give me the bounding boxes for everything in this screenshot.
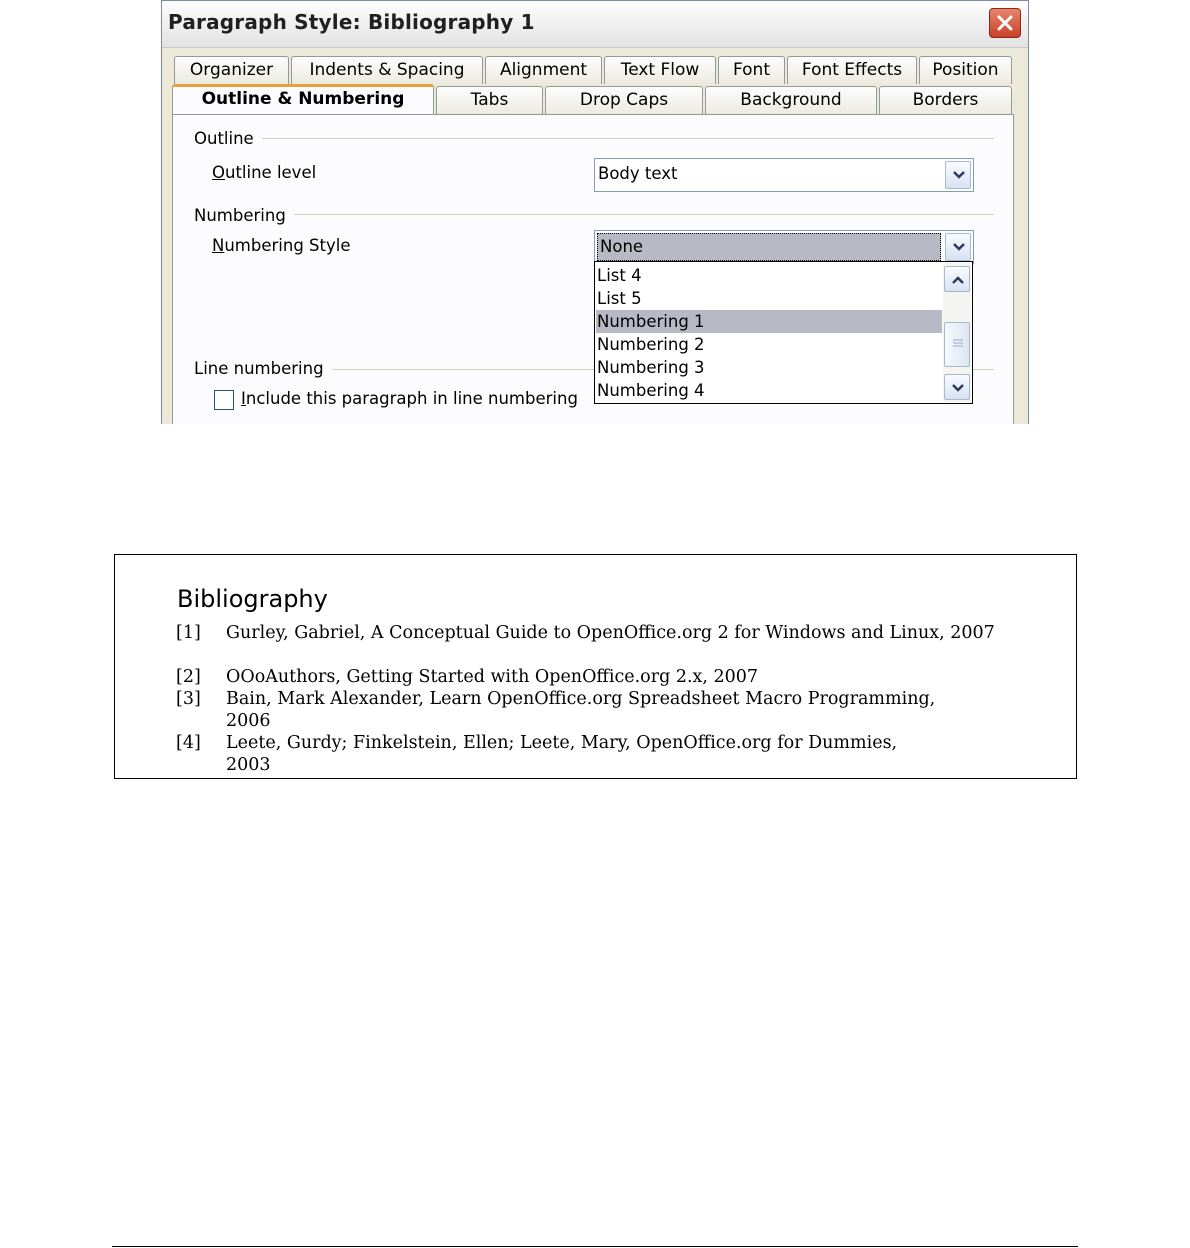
- entry-number: [3]: [176, 689, 201, 709]
- numbering-group-divider: [194, 214, 994, 215]
- close-button[interactable]: [989, 8, 1021, 38]
- chevron-down-icon: [952, 170, 966, 180]
- tab-borders[interactable]: Borders: [879, 86, 1012, 114]
- line-numbering-group-label: Line numbering: [194, 359, 332, 378]
- outline-group-label: Outline: [194, 129, 262, 148]
- scroll-down-button[interactable]: [944, 374, 970, 400]
- entry-number: [2]: [176, 667, 201, 687]
- line-numbering-checkbox-label[interactable]: Include this paragraph in line numbering: [241, 389, 578, 408]
- bibliography-heading: Bibliography: [177, 585, 328, 613]
- chevron-down-icon: [952, 242, 966, 252]
- numbering-style-value: None: [597, 233, 941, 261]
- line-numbering-checkbox[interactable]: [214, 390, 234, 410]
- tab-font-effects[interactable]: Font Effects: [787, 56, 917, 84]
- outline-group-divider: [194, 138, 994, 139]
- list-option-numbering-4[interactable]: Numbering 4: [597, 381, 705, 400]
- entry-text: Gurley, Gabriel, A Conceptual Guide to OpenOffice.org 2 for Windows and Linux, 2007: [226, 623, 995, 643]
- numbering-style-label: Numbering Style: [212, 236, 351, 255]
- entry-text: OOoAuthors, Getting Started with OpenOffice.org 2.x, 2007: [226, 667, 759, 687]
- tab-outline-numbering[interactable]: Outline & Numbering: [172, 84, 434, 114]
- tab-font[interactable]: Font: [718, 56, 785, 84]
- entry-number: [4]: [176, 733, 201, 753]
- list-option-list-5[interactable]: List 5: [597, 289, 642, 308]
- list-option-numbering-3[interactable]: Numbering 3: [597, 358, 705, 377]
- title-bar[interactable]: [162, 1, 1028, 48]
- scroll-up-button[interactable]: [944, 266, 970, 292]
- bibliography-example: [114, 554, 1077, 779]
- numbering-style-select[interactable]: [594, 230, 974, 264]
- close-icon: [996, 14, 1014, 32]
- tab-text-flow[interactable]: Text Flow: [604, 56, 716, 84]
- list-option-list-4[interactable]: List 4: [597, 266, 642, 285]
- tab-organizer[interactable]: Organizer: [174, 56, 289, 84]
- tab-indents-spacing[interactable]: Indents & Spacing: [291, 56, 483, 84]
- chevron-down-icon: [951, 383, 965, 393]
- scroll-thumb[interactable]: [944, 322, 970, 367]
- listbox-scrollbar[interactable]: [943, 263, 971, 402]
- outline-level-dropdown-button[interactable]: [945, 161, 971, 189]
- outline-level-label: Outline level: [212, 163, 317, 182]
- entry-text: Bain, Mark Alexander, Learn OpenOffice.org Spreadsheet Macro Programming, 2006: [226, 689, 936, 731]
- tab-alignment[interactable]: Alignment: [485, 56, 602, 84]
- tab-background[interactable]: Background: [705, 86, 877, 114]
- grip-icon: [953, 339, 963, 349]
- chevron-up-icon: [951, 275, 965, 285]
- dialog-title: Paragraph Style: Bibliography 1: [168, 10, 535, 34]
- outline-level-select[interactable]: [594, 158, 974, 192]
- tab-drop-caps[interactable]: Drop Caps: [545, 86, 703, 114]
- outline-level-value: Body text: [598, 164, 678, 183]
- tab-position[interactable]: Position: [919, 56, 1012, 84]
- numbering-group-label: Numbering: [194, 206, 294, 225]
- page-footer-rule: [112, 1246, 1078, 1247]
- entry-number: [1]: [176, 623, 201, 643]
- list-option-numbering-2[interactable]: Numbering 2: [597, 335, 705, 354]
- numbering-style-dropdown-button[interactable]: [945, 233, 971, 261]
- entry-text: Leete, Gurdy; Finkelstein, Ellen; Leete, Mary, OpenOffice.org for Dummies, 2003: [226, 733, 898, 775]
- numbering-style-listbox[interactable]: [594, 261, 973, 404]
- tab-tabs[interactable]: Tabs: [436, 86, 543, 114]
- list-option-numbering-1[interactable]: Numbering 1: [596, 310, 942, 333]
